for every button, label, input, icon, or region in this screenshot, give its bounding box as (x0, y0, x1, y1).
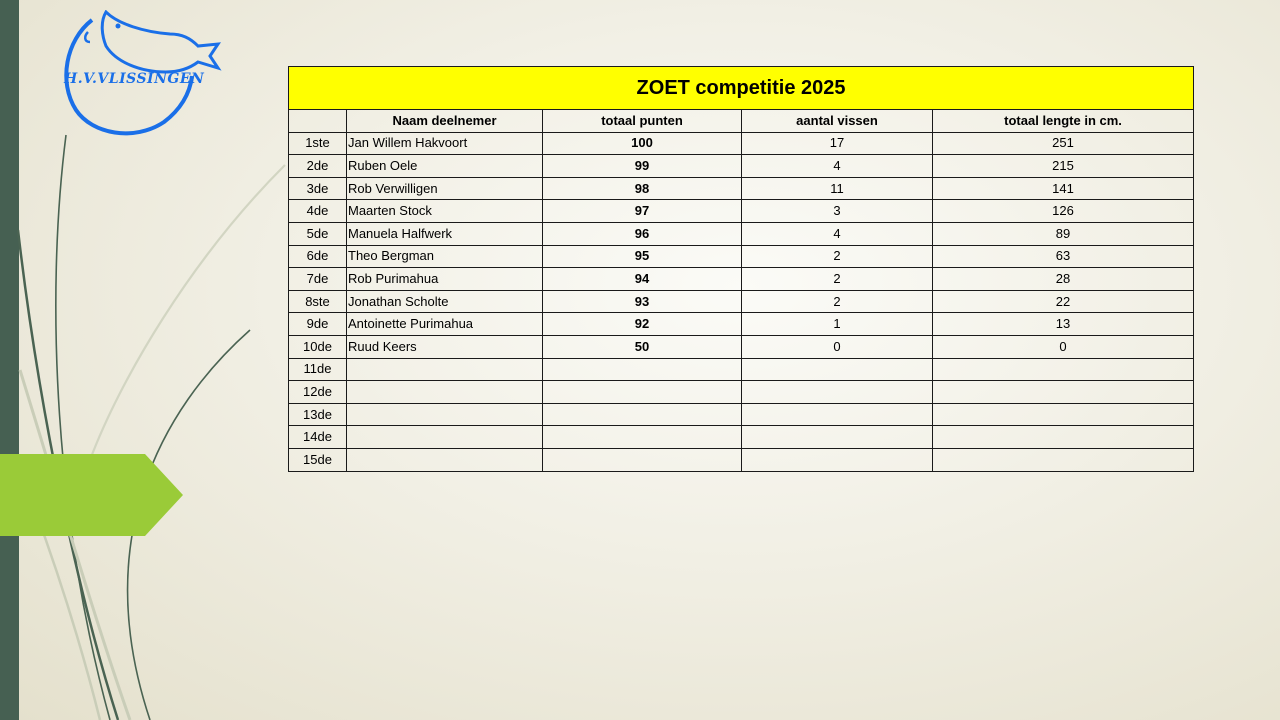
cell-fish: 2 (742, 245, 933, 268)
competition-table (288, 66, 1194, 472)
cell-rank: 9de (289, 313, 347, 336)
cell-rank: 2de (289, 155, 347, 178)
table-row (289, 290, 1194, 313)
cell-name: Ruud Keers (347, 335, 543, 358)
cell-rank: 8ste (289, 290, 347, 313)
cell-fish (742, 426, 933, 449)
header-row (289, 110, 1194, 133)
cell-length: 126 (933, 200, 1194, 223)
cell-length (933, 448, 1194, 471)
cell-rank: 12de (289, 381, 347, 404)
cell-name: Theo Bergman (347, 245, 543, 268)
table-row (289, 222, 1194, 245)
cell-fish (742, 448, 933, 471)
cell-name: Manuela Halfwerk (347, 222, 543, 245)
cell-length (933, 358, 1194, 381)
table-row (289, 426, 1194, 449)
cell-points: 98 (543, 177, 742, 200)
cell-name (347, 426, 543, 449)
green-arrow-shape (0, 454, 183, 536)
table-row (289, 268, 1194, 291)
cell-length (933, 381, 1194, 404)
cell-rank: 15de (289, 448, 347, 471)
cell-rank: 6de (289, 245, 347, 268)
cell-name: Maarten Stock (347, 200, 543, 223)
cell-length: 215 (933, 155, 1194, 178)
cell-fish: 17 (742, 132, 933, 155)
cell-name: Rob Verwilligen (347, 177, 543, 200)
cell-fish (742, 381, 933, 404)
cell-rank: 14de (289, 426, 347, 449)
cell-points: 50 (543, 335, 742, 358)
cell-name (347, 381, 543, 404)
table-row (289, 200, 1194, 223)
cell-points (543, 448, 742, 471)
cell-name: Rob Purimahua (347, 268, 543, 291)
table-row (289, 155, 1194, 178)
table-row (289, 132, 1194, 155)
cell-length (933, 403, 1194, 426)
cell-fish (742, 403, 933, 426)
cell-points: 95 (543, 245, 742, 268)
cell-points: 100 (543, 132, 742, 155)
cell-fish: 4 (742, 222, 933, 245)
cell-length: 28 (933, 268, 1194, 291)
cell-points: 96 (543, 222, 742, 245)
cell-rank: 4de (289, 200, 347, 223)
table-title: ZOET competitie 2025 (289, 67, 1194, 110)
cell-name: Antoinette Purimahua (347, 313, 543, 336)
cell-points: 93 (543, 290, 742, 313)
cell-points: 92 (543, 313, 742, 336)
cell-fish: 11 (742, 177, 933, 200)
cell-rank: 3de (289, 177, 347, 200)
header-name: Naam deelnemer (347, 110, 543, 133)
cell-fish: 2 (742, 268, 933, 291)
logo-text: H.V.VLISSINGEN (64, 71, 205, 87)
cell-name: Jan Willem Hakvoort (347, 132, 543, 155)
table-row (289, 381, 1194, 404)
cell-name: Jonathan Scholte (347, 290, 543, 313)
table-row (289, 358, 1194, 381)
table-row (289, 245, 1194, 268)
cell-points: 99 (543, 155, 742, 178)
cell-points: 97 (543, 200, 742, 223)
cell-name: Ruben Oele (347, 155, 543, 178)
cell-rank: 1ste (289, 132, 347, 155)
cell-points (543, 358, 742, 381)
header-rank (289, 110, 347, 133)
cell-rank: 13de (289, 403, 347, 426)
table-row (289, 177, 1194, 200)
table-row (289, 403, 1194, 426)
cell-length: 0 (933, 335, 1194, 358)
cell-points (543, 403, 742, 426)
cell-length (933, 426, 1194, 449)
cell-fish: 4 (742, 155, 933, 178)
cell-points (543, 381, 742, 404)
header-length: totaal lengte in cm. (933, 110, 1194, 133)
table-row (289, 313, 1194, 336)
cell-fish: 3 (742, 200, 933, 223)
cell-length: 63 (933, 245, 1194, 268)
cell-length: 89 (933, 222, 1194, 245)
header-points: totaal punten (543, 110, 742, 133)
cell-points (543, 426, 742, 449)
cell-fish (742, 358, 933, 381)
cell-fish: 2 (742, 290, 933, 313)
cell-fish: 1 (742, 313, 933, 336)
cell-length: 141 (933, 177, 1194, 200)
cell-points: 94 (543, 268, 742, 291)
cell-rank: 5de (289, 222, 347, 245)
cell-length: 251 (933, 132, 1194, 155)
cell-length: 22 (933, 290, 1194, 313)
cell-rank: 11de (289, 358, 347, 381)
cell-length: 13 (933, 313, 1194, 336)
cell-fish: 0 (742, 335, 933, 358)
header-fish: aantal vissen (742, 110, 933, 133)
cell-name (347, 448, 543, 471)
table-row (289, 448, 1194, 471)
cell-rank: 7de (289, 268, 347, 291)
table-row (289, 335, 1194, 358)
cell-name (347, 358, 543, 381)
cell-rank: 10de (289, 335, 347, 358)
cell-name (347, 403, 543, 426)
